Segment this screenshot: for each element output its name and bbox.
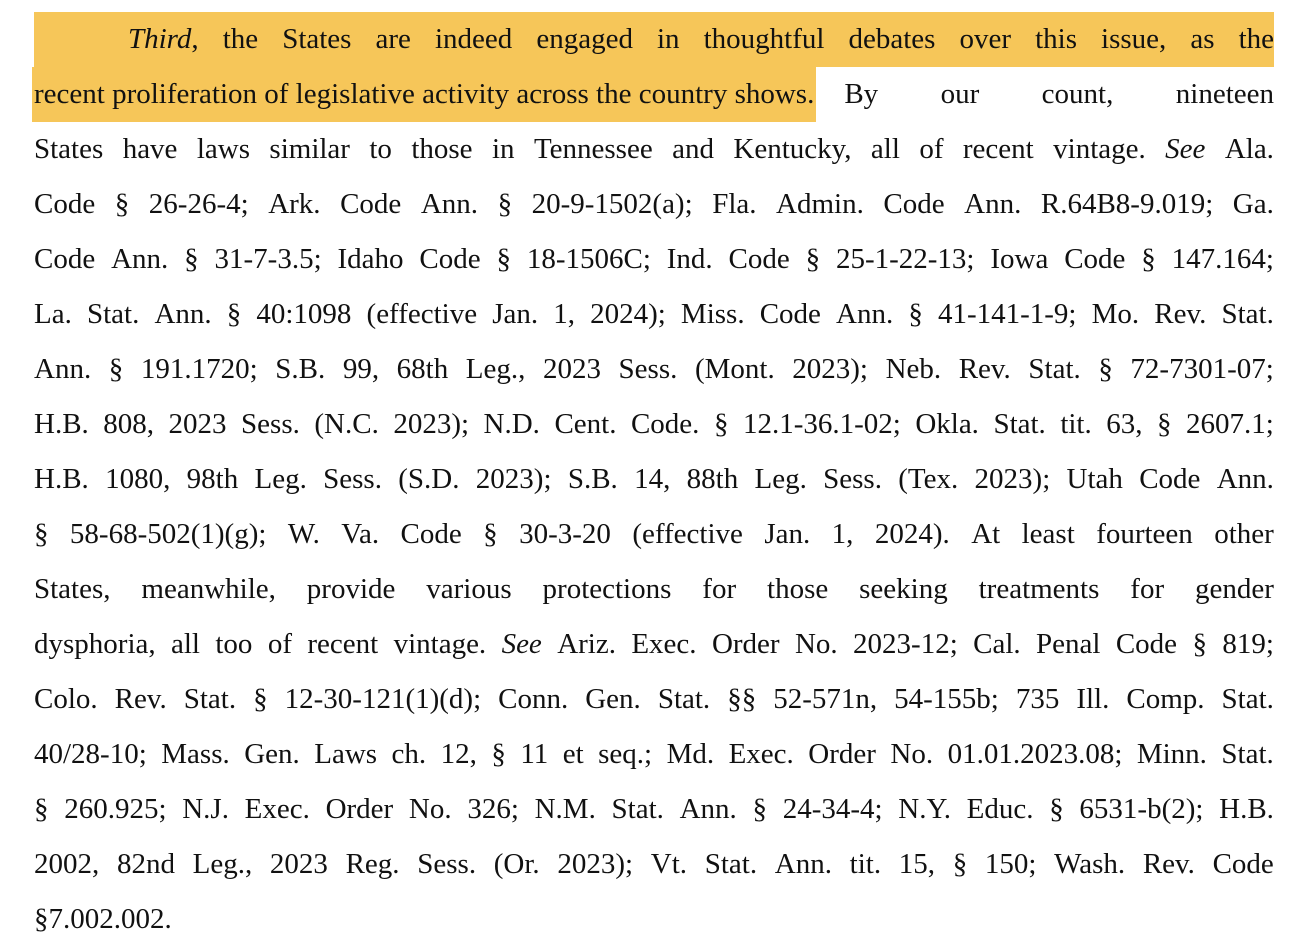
word: (S.D.	[398, 463, 460, 495]
word: 2002,	[34, 848, 100, 880]
word: 18-1506C;	[526, 243, 651, 275]
word: 31-7-3.5;	[214, 243, 322, 275]
word: 2023);	[393, 408, 470, 440]
word: Exec.	[631, 628, 697, 660]
word: 2023	[542, 353, 601, 385]
word: for	[702, 573, 737, 605]
word: Ga.	[1232, 188, 1274, 220]
word: 26-26-4;	[148, 188, 249, 220]
word: 808,	[103, 408, 155, 440]
word: 25-1-22-13;	[835, 243, 975, 275]
word: §	[1141, 243, 1156, 275]
word: §	[483, 518, 498, 550]
word: to	[369, 133, 392, 165]
word: La.	[34, 298, 72, 330]
word: Rev.	[1142, 848, 1195, 880]
word: Fla.	[712, 188, 757, 220]
word: 260.925;	[64, 793, 167, 825]
word: §	[752, 793, 768, 825]
word: Gen.	[585, 683, 641, 715]
word: §	[226, 298, 242, 330]
word: Neb.	[885, 353, 942, 385]
word: Penal	[1036, 628, 1101, 660]
word: 2023);	[557, 848, 634, 880]
word: See	[1165, 133, 1206, 165]
word: issue,	[1101, 23, 1167, 55]
word: Sess.	[323, 463, 382, 495]
word: Code	[728, 243, 790, 275]
paragraph-line	[34, 287, 1274, 342]
paragraph-line	[34, 562, 1274, 617]
word: Ann.	[111, 243, 169, 275]
word: Sess.	[417, 848, 477, 880]
word: Miss.	[680, 298, 745, 330]
word: Vt.	[650, 848, 688, 880]
word: By	[844, 78, 879, 110]
word: 40:1098	[256, 298, 352, 330]
word: 819;	[1222, 628, 1274, 660]
word: §	[184, 243, 199, 275]
word: Educ.	[966, 793, 1034, 825]
word: 15,	[898, 848, 936, 880]
word: least	[1021, 518, 1075, 550]
word: 99,	[342, 353, 380, 385]
word: the	[222, 23, 259, 55]
word: 54-155b;	[894, 683, 999, 715]
word: Ind.	[666, 243, 713, 275]
word: W.	[287, 518, 320, 550]
word: 58-68-502(1)(g);	[69, 518, 267, 550]
paragraph-line	[34, 452, 1274, 507]
word: Third,	[128, 23, 199, 55]
word: indeed	[434, 23, 513, 55]
word: Ill.	[1076, 683, 1110, 715]
word: Code	[419, 243, 481, 275]
word: §	[497, 188, 513, 220]
word: all	[171, 628, 200, 660]
italic-word: Third	[128, 23, 192, 55]
word: §	[1049, 793, 1064, 825]
word: No.	[890, 738, 934, 770]
word: Code	[759, 298, 821, 330]
word: §	[908, 298, 923, 330]
word: Va.	[341, 518, 380, 550]
word: tit.	[1060, 408, 1092, 440]
word: 1,	[553, 298, 575, 330]
word: Colo.	[34, 683, 98, 715]
paragraph-line	[34, 397, 1274, 452]
word: 12,	[440, 738, 477, 770]
word: meanwhile,	[141, 573, 276, 605]
word: H.B.	[34, 463, 89, 495]
paragraph-line	[34, 12, 1274, 67]
word: Ann.	[34, 353, 92, 385]
word: seq.;	[598, 738, 653, 770]
word: N.D.	[483, 408, 540, 440]
word: debates	[848, 23, 936, 55]
word: Ala.	[1224, 133, 1274, 165]
word: Code	[1139, 463, 1201, 495]
word: 2023);	[475, 463, 552, 495]
word: laws	[196, 133, 251, 165]
word: §	[34, 793, 49, 825]
word: those	[767, 573, 829, 605]
word: too	[215, 628, 253, 660]
word: H.B.	[1219, 793, 1274, 825]
word: 24-34-4;	[782, 793, 883, 825]
word: 1,	[831, 518, 854, 550]
word: Sess.	[241, 408, 300, 440]
word: §	[108, 353, 124, 385]
word: §	[713, 408, 729, 440]
word: for	[1130, 573, 1165, 605]
word: Order	[325, 793, 394, 825]
word: Gen.	[244, 738, 300, 770]
word: Stat.	[657, 683, 711, 715]
word: 7.002.002.	[48, 903, 172, 935]
word: Code	[340, 188, 402, 220]
word: Md.	[666, 738, 715, 770]
word: §	[1098, 353, 1113, 385]
paragraph-line	[34, 837, 1274, 892]
word: Cal.	[973, 628, 1021, 660]
word: 98th	[186, 463, 239, 495]
word: §§	[727, 683, 757, 715]
word: 326;	[467, 793, 519, 825]
word: §	[34, 518, 49, 550]
paragraph-line	[34, 617, 1274, 672]
word: Stat.	[1221, 683, 1274, 715]
word: Jan.	[492, 298, 539, 330]
word: Code	[34, 188, 96, 220]
word: Code	[1115, 628, 1178, 660]
word: Code	[1064, 243, 1126, 275]
word: Stat.	[704, 848, 758, 880]
word: various	[426, 573, 512, 605]
word: §	[805, 243, 821, 275]
word: Iowa	[990, 243, 1049, 275]
word: Minn.	[1136, 738, 1207, 770]
word: 88th	[686, 463, 739, 495]
word: Reg.	[345, 848, 400, 880]
word: 150;	[984, 848, 1037, 880]
word: gender	[1195, 573, 1274, 605]
word: §	[253, 683, 268, 715]
word: 2024);	[590, 298, 666, 330]
word: §	[114, 188, 130, 220]
word: treatments	[978, 573, 1100, 605]
word: 68th	[396, 353, 449, 385]
word: Jan.	[764, 518, 811, 550]
word: have	[122, 133, 178, 165]
word: Exec.	[728, 738, 794, 770]
word: Kentucky,	[733, 133, 852, 165]
paragraph-line	[34, 892, 1274, 947]
word: H.B.	[34, 408, 89, 440]
word: §	[491, 738, 506, 770]
paragraph-line	[34, 67, 1274, 122]
word: Conn.	[498, 683, 569, 715]
word: Mo.	[1091, 298, 1140, 330]
word: 72-7301-07;	[1130, 353, 1274, 385]
word: 2607.1;	[1185, 408, 1274, 440]
word: Stat.	[1221, 738, 1274, 770]
word: recent	[307, 628, 379, 660]
word: Stat.	[1221, 298, 1274, 330]
word: See	[501, 628, 542, 660]
word: et	[562, 738, 584, 770]
word: (Tex.	[898, 463, 959, 495]
word: Wash.	[1054, 848, 1126, 880]
word: Sess.	[618, 353, 678, 385]
word: Code	[400, 518, 462, 550]
word: No.	[794, 628, 838, 660]
word: Code	[34, 243, 96, 275]
line-continuation	[844, 67, 1274, 122]
word: fourteen	[1096, 518, 1193, 550]
word: provide	[306, 573, 396, 605]
word: Ann.	[154, 298, 212, 330]
word: Leg.,	[192, 848, 253, 880]
word: Leg.	[254, 463, 307, 495]
document-paragraph	[34, 12, 1274, 947]
word: R.64B8-9.019;	[1040, 188, 1214, 220]
word: Tennessee	[533, 133, 653, 165]
word: Utah	[1066, 463, 1123, 495]
word: Comp.	[1126, 683, 1205, 715]
word: Stat.	[86, 298, 140, 330]
word: States	[34, 133, 104, 165]
word: Okla.	[915, 408, 979, 440]
paragraph-line	[34, 122, 1274, 177]
word: 6531-b(2);	[1079, 793, 1204, 825]
word: Order	[711, 628, 780, 660]
word: (effective	[632, 518, 743, 550]
word: seeking	[859, 573, 948, 605]
word: our	[940, 78, 980, 110]
word: (effective	[366, 298, 478, 330]
word: S.B.	[567, 463, 618, 495]
word: vintage.	[1053, 133, 1146, 165]
word: Ariz.	[557, 628, 616, 660]
word: Exec.	[244, 793, 310, 825]
word: 2023);	[974, 463, 1051, 495]
word: 82nd	[116, 848, 175, 880]
word: all	[870, 133, 900, 165]
word: Ann.	[774, 848, 832, 880]
word: engaged	[536, 23, 633, 55]
word: Ann.	[964, 188, 1022, 220]
word: this	[1035, 23, 1077, 55]
word: Stat.	[993, 408, 1046, 440]
highlighted-text: recent proliferation of legislative activity across the country shows.	[32, 67, 816, 122]
word: count,	[1041, 78, 1114, 110]
word: 191.1720;	[140, 353, 258, 385]
word: Ann.	[836, 298, 894, 330]
word: §	[1192, 628, 1207, 660]
word: ch.	[391, 738, 427, 770]
paragraph-line	[34, 177, 1274, 232]
word: Laws	[314, 738, 378, 770]
word: Code	[1212, 848, 1274, 880]
word: 20-9-1502(a);	[531, 188, 693, 220]
word: Order	[808, 738, 876, 770]
word: and	[672, 133, 714, 165]
word: §	[34, 903, 49, 935]
word: §	[952, 848, 968, 880]
word: Rev.	[958, 353, 1011, 385]
word: (Or.	[493, 848, 540, 880]
word: of	[267, 628, 292, 660]
word: Cent.	[554, 408, 617, 440]
word: (N.C.	[314, 408, 379, 440]
word: Sess.	[823, 463, 882, 495]
word: dysphoria,	[34, 628, 156, 660]
word: Rev.	[114, 683, 167, 715]
word: Ann.	[679, 793, 737, 825]
word: §	[496, 243, 511, 275]
word: Idaho	[337, 243, 404, 275]
paragraph-line	[34, 672, 1274, 727]
word: 12.1-36.1-02;	[742, 408, 901, 440]
word: At	[971, 518, 1001, 550]
word: Leg.	[754, 463, 807, 495]
word: 735	[1015, 683, 1060, 715]
word: other	[1214, 518, 1274, 550]
word: 2023	[269, 848, 328, 880]
word: 2024).	[874, 518, 950, 550]
word: in	[657, 23, 680, 55]
word: 01.01.2023.08;	[947, 738, 1123, 770]
word: Rev.	[1154, 298, 1207, 330]
word: Code.	[630, 408, 700, 440]
word: 2023);	[792, 353, 868, 385]
word: 40/28-10;	[34, 738, 147, 770]
word: No.	[408, 793, 452, 825]
word: recent	[962, 133, 1034, 165]
word: are	[375, 23, 411, 55]
word: 14,	[634, 463, 671, 495]
word: S.B.	[275, 353, 326, 385]
word: those	[411, 133, 473, 165]
word: 1080,	[105, 463, 171, 495]
word: Mass.	[161, 738, 230, 770]
word: N.M.	[534, 793, 596, 825]
word: States,	[34, 573, 111, 605]
word: 12-30-121(1)(d);	[284, 683, 482, 715]
word: 63,	[1106, 408, 1143, 440]
word: 11	[520, 738, 549, 770]
word: Stat.	[611, 793, 664, 825]
word: the	[1238, 23, 1274, 55]
word: of	[919, 133, 944, 165]
word: Stat.	[1028, 353, 1081, 385]
word: tit.	[849, 848, 882, 880]
word: §	[1156, 408, 1172, 440]
paragraph-line	[34, 232, 1274, 287]
paragraph-line	[34, 782, 1274, 837]
paragraph-line	[34, 727, 1274, 782]
word: 30-3-20	[519, 518, 611, 550]
word: protections	[542, 573, 672, 605]
word: Stat.	[183, 683, 237, 715]
word: 52-571n,	[773, 683, 878, 715]
word: similar	[269, 133, 350, 165]
word: N.Y.	[898, 793, 951, 825]
word: (Mont.	[694, 353, 775, 385]
word: thoughtful	[703, 23, 825, 55]
paragraph-line	[34, 342, 1274, 397]
word: Ann.	[1216, 463, 1274, 495]
word: Admin.	[776, 188, 864, 220]
word: 2023-12;	[853, 628, 958, 660]
word: Ann.	[420, 188, 479, 220]
word: Code	[883, 188, 945, 220]
word: nineteen	[1175, 78, 1274, 110]
word: N.J.	[182, 793, 229, 825]
word: Leg.,	[465, 353, 526, 385]
word: 41-141-1-9;	[937, 298, 1077, 330]
word: Ark.	[268, 188, 321, 220]
word: 147.164;	[1171, 243, 1274, 275]
word: vintage.	[393, 628, 487, 660]
word: as	[1190, 23, 1215, 55]
paragraph-line	[34, 507, 1274, 562]
word: 2023	[168, 408, 227, 440]
word: States	[282, 23, 352, 55]
word: over	[959, 23, 1012, 55]
word: in	[491, 133, 515, 165]
